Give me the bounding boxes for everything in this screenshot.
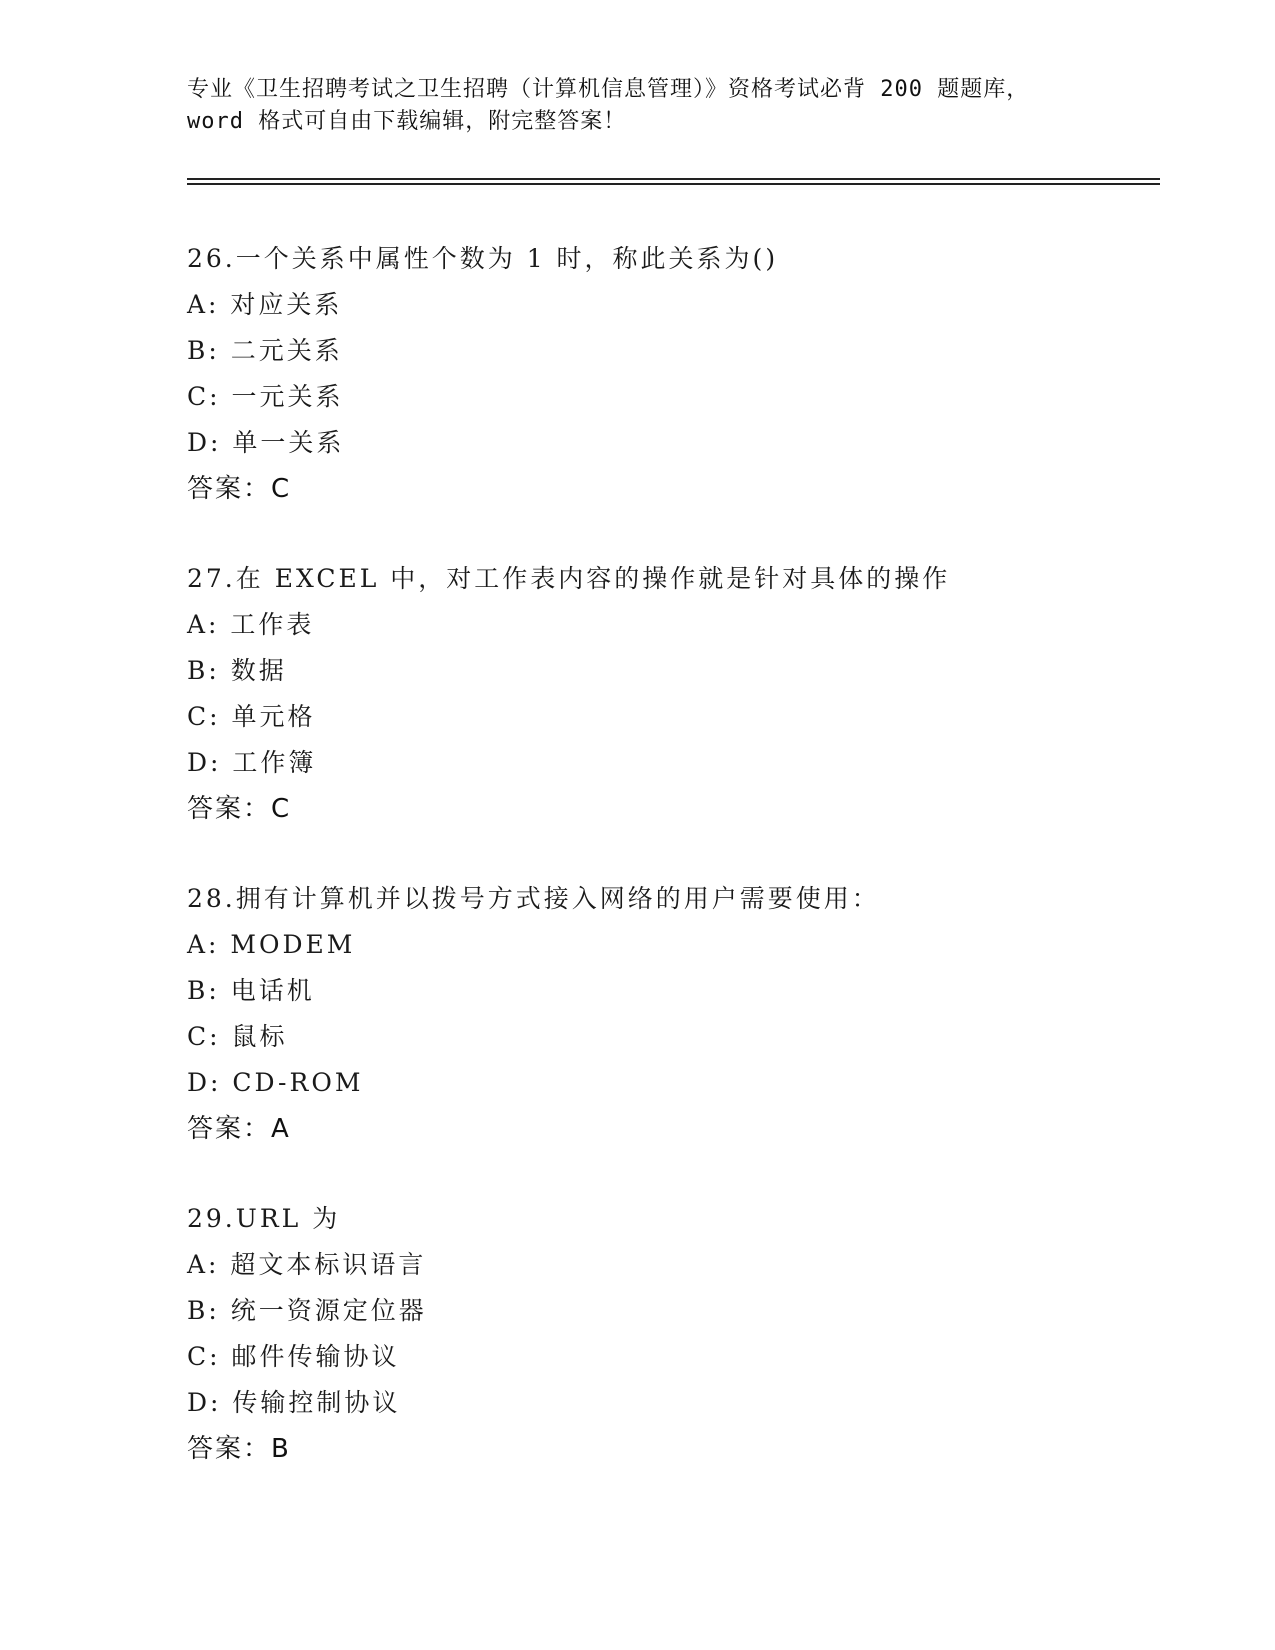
option-d: D: 单一关系 <box>187 428 345 457</box>
option-b: B: 二元关系 <box>187 336 343 365</box>
option-a: A: 工作表 <box>187 610 315 639</box>
question-stem: 27.在 EXCEL 中，对工作表内容的操作就是针对具体的操作 <box>187 564 951 593</box>
question-block <box>187 876 1147 1152</box>
option-d: D: 传输控制协议 <box>187 1388 401 1417</box>
option-c: C: 鼠标 <box>187 1022 288 1051</box>
option-b: B: 电话机 <box>187 976 315 1005</box>
answer-line: 答案：A <box>187 1114 291 1144</box>
question-block <box>187 556 1147 832</box>
document-header <box>187 74 1087 138</box>
option-a: A: 超文本标识语言 <box>187 1250 427 1279</box>
header-divider-bottom <box>187 183 1160 185</box>
question-stem: 29.URL 为 <box>187 1204 341 1233</box>
option-a: A: MODEM <box>187 930 356 959</box>
option-b: B: 统一资源定位器 <box>187 1296 427 1325</box>
question-block <box>187 1196 1147 1472</box>
question-stem: 28.拥有计算机并以拨号方式接入网络的用户需要使用： <box>187 884 880 913</box>
answer-line: 答案：C <box>187 474 292 504</box>
answer-line: 答案：B <box>187 1434 291 1464</box>
option-d: D: 工作簿 <box>187 748 317 777</box>
header-line-2: word 格式可自由下载编辑，附完整答案！ <box>187 109 627 134</box>
header-divider-top <box>187 178 1160 180</box>
answer-line: 答案：C <box>187 794 292 824</box>
option-c: C: 邮件传输协议 <box>187 1342 400 1371</box>
option-b: B: 数据 <box>187 656 287 685</box>
question-stem: 26.一个关系中属性个数为 1 时，称此关系为() <box>187 244 779 273</box>
question-block <box>187 236 1147 512</box>
option-a: A: 对应关系 <box>187 290 343 319</box>
header-line-1: 专业《卫生招聘考试之卫生招聘（计算机信息管理）》资格考试必背 200 题题库， <box>187 77 1030 102</box>
option-d: D: CD-ROM <box>187 1068 364 1097</box>
option-c: C: 一元关系 <box>187 382 344 411</box>
option-c: C: 单元格 <box>187 702 316 731</box>
